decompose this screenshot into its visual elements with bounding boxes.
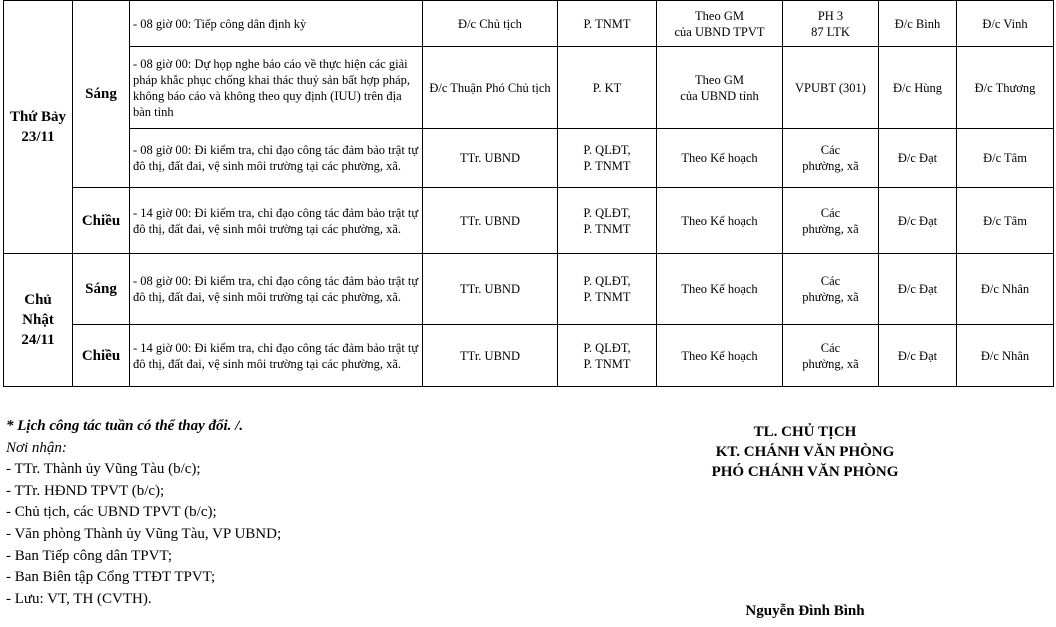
day-cell: Thứ Bảy 23/11: [4, 1, 73, 254]
attendee-cell: Theo Kế hoạch: [657, 188, 783, 254]
place-cell: VPUBT (301): [783, 47, 879, 129]
signature-block: [655, 422, 955, 482]
notes-block: [6, 416, 281, 610]
place-cell: Các phường, xã: [783, 325, 879, 387]
host-cell: TTr. UBND: [423, 325, 558, 387]
event-content: - 08 giờ 00: Dự họp nghe báo cáo về thực hiện các giải pháp khắc phục chống khai thác thuỷ sản bất hợp pháp, không báo cáo và không theo quy định (IUU) trên địa bàn tỉnh: [130, 47, 423, 129]
attendee-cell: Theo Kế hoạch: [657, 325, 783, 387]
schedule-row: [4, 129, 1054, 188]
support-cell: Đ/c Tâm: [957, 129, 1054, 188]
recipient-item: - Chủ tịch, các UBND TPVT (b/c);: [6, 504, 217, 521]
recipients-list: [6, 459, 281, 610]
recipient-item: - Lưu: VT, TH (CVTH).: [6, 590, 152, 607]
attendee-cell: Theo Kế hoạch: [657, 129, 783, 188]
prep-cell: P. QLĐT, P. TNMT: [558, 325, 657, 387]
place-cell: Các phường, xã: [783, 188, 879, 254]
attendee-cell: Theo GM của UBND tỉnh: [657, 47, 783, 129]
schedule-change-note: * Lịch công tác tuần có thể thay đổi. /.: [6, 418, 244, 434]
support-cell: Đ/c Nhân: [957, 325, 1054, 387]
signature-line: PHÓ CHÁNH VĂN PHÒNG: [711, 464, 899, 480]
signature-line: TL. CHỦ TỊCH: [753, 424, 857, 440]
prep-cell: P. TNMT: [558, 1, 657, 47]
host-cell: TTr. UBND: [423, 188, 558, 254]
host-cell: TTr. UBND: [423, 129, 558, 188]
support-cell: Đ/c Nhân: [957, 254, 1054, 325]
support-cell: Đ/c Vinh: [957, 1, 1054, 47]
driver-cell: Đ/c Đạt: [879, 254, 957, 325]
driver-cell: Đ/c Đạt: [879, 325, 957, 387]
signer-name: Nguyễn Đình Bình: [745, 603, 865, 619]
recipient-item: - TTr. Thành ủy Vũng Tàu (b/c);: [6, 461, 201, 478]
driver-cell: Đ/c Bình: [879, 1, 957, 47]
day-cell: Chủ Nhật 24/11: [4, 254, 73, 387]
driver-cell: Đ/c Đạt: [879, 129, 957, 188]
prep-cell: P. KT: [558, 47, 657, 129]
attendee-cell: Theo GM của UBND TPVT: [657, 1, 783, 47]
schedule-row: [4, 254, 1054, 325]
schedule-row: [4, 325, 1054, 387]
host-cell: Đ/c Chủ tịch: [423, 1, 558, 47]
host-cell: Đ/c Thuận Phó Chủ tịch: [423, 47, 558, 129]
session-cell: Chiều: [73, 188, 130, 254]
signature-line: KT. CHÁNH VĂN PHÒNG: [715, 444, 895, 460]
place-cell: Các phường, xã: [783, 129, 879, 188]
recipient-item: - TTr. HĐND TPVT (b/c);: [6, 482, 165, 499]
schedule-row: [4, 188, 1054, 254]
driver-cell: Đ/c Đạt: [879, 188, 957, 254]
place-cell: PH 3 87 LTK: [783, 1, 879, 47]
prep-cell: P. QLĐT, P. TNMT: [558, 188, 657, 254]
recipients-heading: Nơi nhận:: [6, 439, 67, 456]
event-content: - 08 giờ 00: Đi kiểm tra, chỉ đạo công tác đảm bảo trật tự đô thị, đất đai, vệ sinh môi trường tại các phường, xã.: [130, 129, 423, 188]
session-cell: Chiều: [73, 325, 130, 387]
recipient-item: - Ban Tiếp công dân TPVT;: [6, 547, 172, 564]
support-cell: Đ/c Tâm: [957, 188, 1054, 254]
event-content: - 08 giờ 00: Tiếp công dân định kỳ: [130, 1, 423, 47]
event-content: - 08 giờ 00: Đi kiểm tra, chỉ đạo công tác đảm bảo trật tự đô thị, đất đai, vệ sinh môi trường tại các phường, xã.: [130, 254, 423, 325]
place-cell: Các phường, xã: [783, 254, 879, 325]
host-cell: TTr. UBND: [423, 254, 558, 325]
recipient-item: - Ban Biên tập Cổng TTĐT TPVT;: [6, 569, 216, 586]
driver-cell: Đ/c Hùng: [879, 47, 957, 129]
support-cell: Đ/c Thương: [957, 47, 1054, 129]
attendee-cell: Theo Kế hoạch: [657, 254, 783, 325]
event-content: - 14 giờ 00: Đi kiểm tra, chỉ đạo công tác đảm bảo trật tự đô thị, đất đai, vệ sinh môi trường tại các phường, xã.: [130, 325, 423, 387]
schedule-table: [3, 0, 1054, 387]
session-cell: Sáng: [73, 1, 130, 188]
recipient-item: - Văn phòng Thành ủy Vũng Tàu, VP UBND;: [6, 525, 282, 542]
session-cell: Sáng: [73, 254, 130, 325]
prep-cell: P. QLĐT, P. TNMT: [558, 129, 657, 188]
prep-cell: P. QLĐT, P. TNMT: [558, 254, 657, 325]
event-content: - 14 giờ 00: Đi kiểm tra, chỉ đạo công tác đảm bảo trật tự đô thị, đất đai, vệ sinh môi trường tại các phường, xã.: [130, 188, 423, 254]
schedule-row: [4, 1, 1054, 47]
schedule-row: [4, 47, 1054, 129]
